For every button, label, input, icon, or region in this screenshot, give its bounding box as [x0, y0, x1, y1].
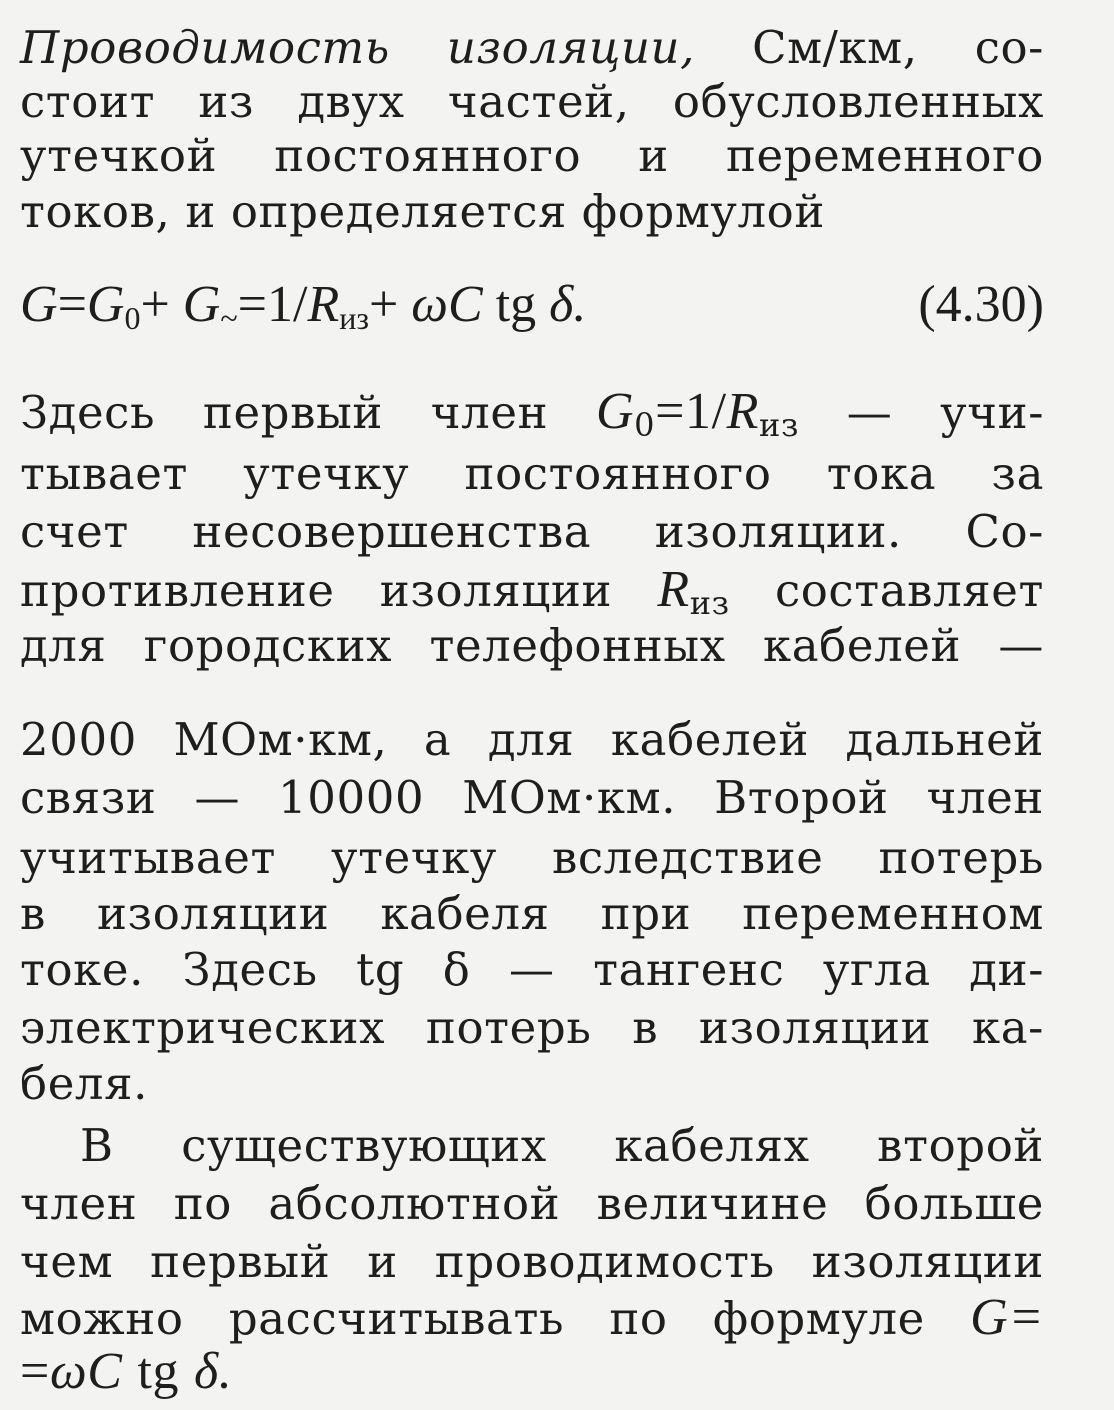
paragraph2-line11: электрических потерь в изоляции ка-: [20, 1001, 1044, 1054]
paragraph2-line10: токе. Здесь tg δ — тангенс угла ди-: [20, 943, 1044, 996]
paragraph1-line4: токов, и определяется формулой: [20, 185, 825, 238]
paragraph1-line1: [20, 20, 1044, 76]
paragraph3-line3: чем первый и проводимость изоляции: [20, 1235, 1044, 1288]
paragraph2-line2: тывает утечку постоянного тока за: [20, 447, 1044, 500]
paragraph2-line7: связи — 10000 МОм·км. Второй член: [20, 771, 1044, 824]
inline-g-equals: G=: [970, 1289, 1045, 1346]
paragraph3-line4: можно рассчитывать по формуле G=: [20, 1289, 1045, 1346]
paragraph2-line5: для городских телефонных кабелей —: [20, 619, 1044, 672]
term-conductance: Проводимость изоляции,: [20, 21, 696, 74]
formula-number: (4.30): [918, 276, 1044, 333]
paragraph3-line1: В существующих кабелях второй: [80, 1119, 1044, 1172]
paragraph1-line3: утечкой постоянного и переменного: [20, 129, 1044, 182]
formula-expression: G=G0+ G~=1/Rиз+ ωC tg δ.: [20, 276, 587, 336]
paragraph2-line9: в изоляции кабеля при переменном: [20, 887, 1044, 940]
paragraph2-line6: 2000 МОм·км, а для кабелей дальней: [20, 713, 1044, 766]
paragraph2-line4: противление изоляции Rиз составляет: [20, 561, 1044, 622]
paragraph2-line3: счет несовершенства изоляции. Со-: [20, 505, 1044, 558]
paragraph2-line8: учитывает утечку вследствие потерь: [20, 831, 1044, 884]
paragraph2-line1: Здесь первый член G0=1/Rиз — учи-: [20, 383, 1044, 444]
paragraph3-line2: член по абсолютной величине больше: [20, 1177, 1044, 1230]
paragraph1-line2: стоит из двух частей, обусловленных: [20, 75, 1044, 128]
paragraph3-line5: =ωC tg δ.: [20, 1343, 233, 1400]
formula-4-30: [20, 275, 1044, 335]
inline-formula-g0: G0=1/Rиз: [595, 383, 800, 444]
inline-r-iz: Rиз: [657, 561, 730, 622]
paragraph2-line12: беля.: [20, 1057, 149, 1110]
paragraph1-line1-rest: См/км, со-: [752, 21, 1044, 74]
